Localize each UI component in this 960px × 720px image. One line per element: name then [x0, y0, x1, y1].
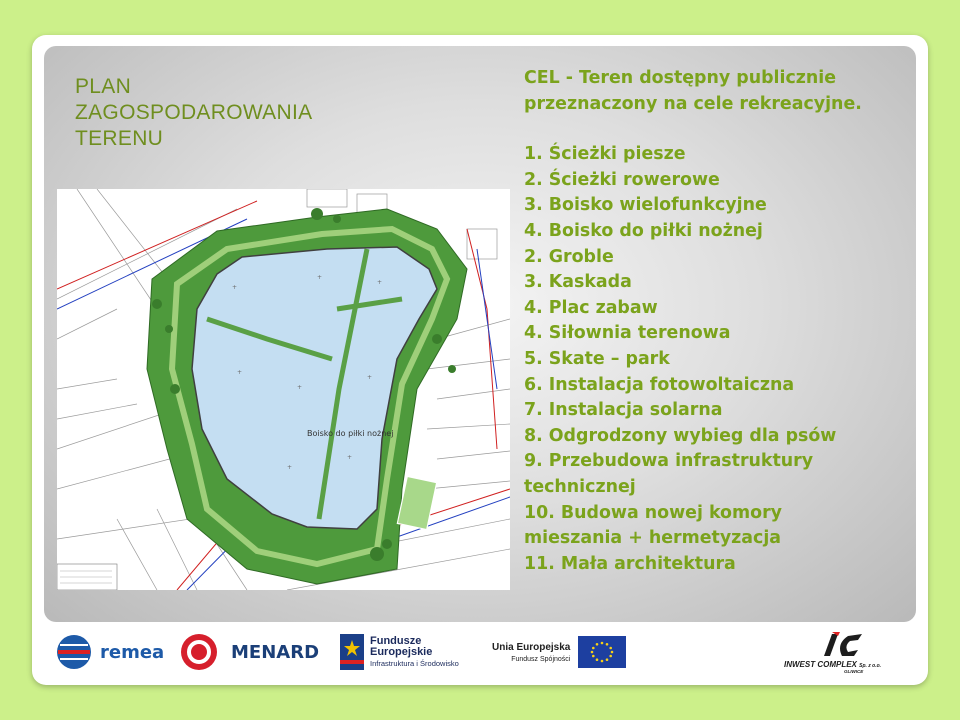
list-item: 2. Ścieżki rowerowe — [524, 169, 720, 190]
list-item: 5. Skate – park — [524, 348, 670, 369]
site-plan-drawing — [57, 189, 510, 590]
menard-logo — [179, 632, 319, 672]
slide-title-line-1: PLAN — [75, 75, 132, 98]
eu-flag-icon — [578, 636, 626, 668]
svg-text:+: + — [297, 384, 303, 391]
menard-circle-icon — [179, 632, 219, 672]
site-plan-map — [57, 189, 510, 590]
eu-line-1: Unia Europejska — [492, 641, 571, 653]
svg-text:+: + — [377, 279, 383, 286]
list-item: 7. Instalacja solarna — [524, 400, 723, 421]
eu-line-2: Fundusz Spójności — [511, 655, 571, 663]
list-item: 2. Groble — [524, 246, 614, 267]
list-item: 10. Budowa nowej komory — [524, 502, 782, 523]
list-item: 4. Siłownia terenowa — [524, 323, 731, 344]
list-item: technicznej — [524, 476, 636, 497]
list-item: 6. Instalacja fotowoltaiczna — [524, 374, 795, 395]
svg-text:+: + — [347, 454, 353, 461]
remea-globe-icon — [56, 634, 92, 670]
list-item: 1. Ścieżki piesze — [524, 144, 686, 165]
football-pitch-label: Boisko do piłki nożnej — [307, 429, 394, 438]
goal-text: CEL - Teren dostępny publicznie przeznaczony na cele rekreacyjne. — [524, 68, 862, 114]
fundusze-europejskie-logo — [340, 634, 459, 670]
eu-logo — [492, 636, 626, 668]
inwest-line-3: GLIWICE — [844, 669, 864, 674]
list-item: 8. Odgrodzony wybieg dla psów — [524, 425, 837, 446]
svg-text:+: + — [237, 369, 243, 376]
svg-text:+: + — [317, 274, 323, 281]
fundusze-star-icon — [340, 634, 364, 670]
svg-text:+: + — [232, 284, 238, 291]
remea-text: remea — [100, 641, 165, 663]
list-item: 4. Boisko do piłki nożnej — [524, 220, 763, 241]
svg-text:+: + — [287, 464, 293, 471]
logo-bar — [44, 628, 916, 682]
list-item: 11. Mała architektura — [524, 553, 736, 574]
list-item: mieszania + hermetyzacja — [524, 528, 782, 549]
objectives-list — [524, 66, 916, 577]
remea-logo — [56, 634, 164, 670]
slide-title-line-2: ZAGOSPODAROWANIA — [75, 101, 313, 124]
svg-text:+: + — [367, 374, 373, 381]
list-item: 3. Kaskada — [524, 272, 632, 293]
inwest-complex-logo — [784, 630, 881, 674]
inwest-line-2: Sp. z o.o. — [859, 663, 882, 669]
fundusze-line-1: Fundusze — [370, 634, 422, 647]
fundusze-line-3: Infrastruktura i Środowisko — [370, 658, 459, 668]
ic-mark-icon — [814, 630, 874, 658]
list-item: 9. Przebudowa infrastruktury — [524, 451, 814, 472]
fundusze-line-2: Europejskie — [370, 645, 433, 658]
list-item: 3. Boisko wielofunkcyjne — [524, 195, 767, 216]
list-item: 4. Plac zabaw — [524, 297, 658, 318]
menard-text: MENARD — [231, 641, 320, 663]
slide-title — [75, 74, 375, 152]
inwest-line-1: INWEST COMPLEX — [784, 660, 857, 669]
slide-title-line-3: TERENU — [75, 127, 164, 150]
